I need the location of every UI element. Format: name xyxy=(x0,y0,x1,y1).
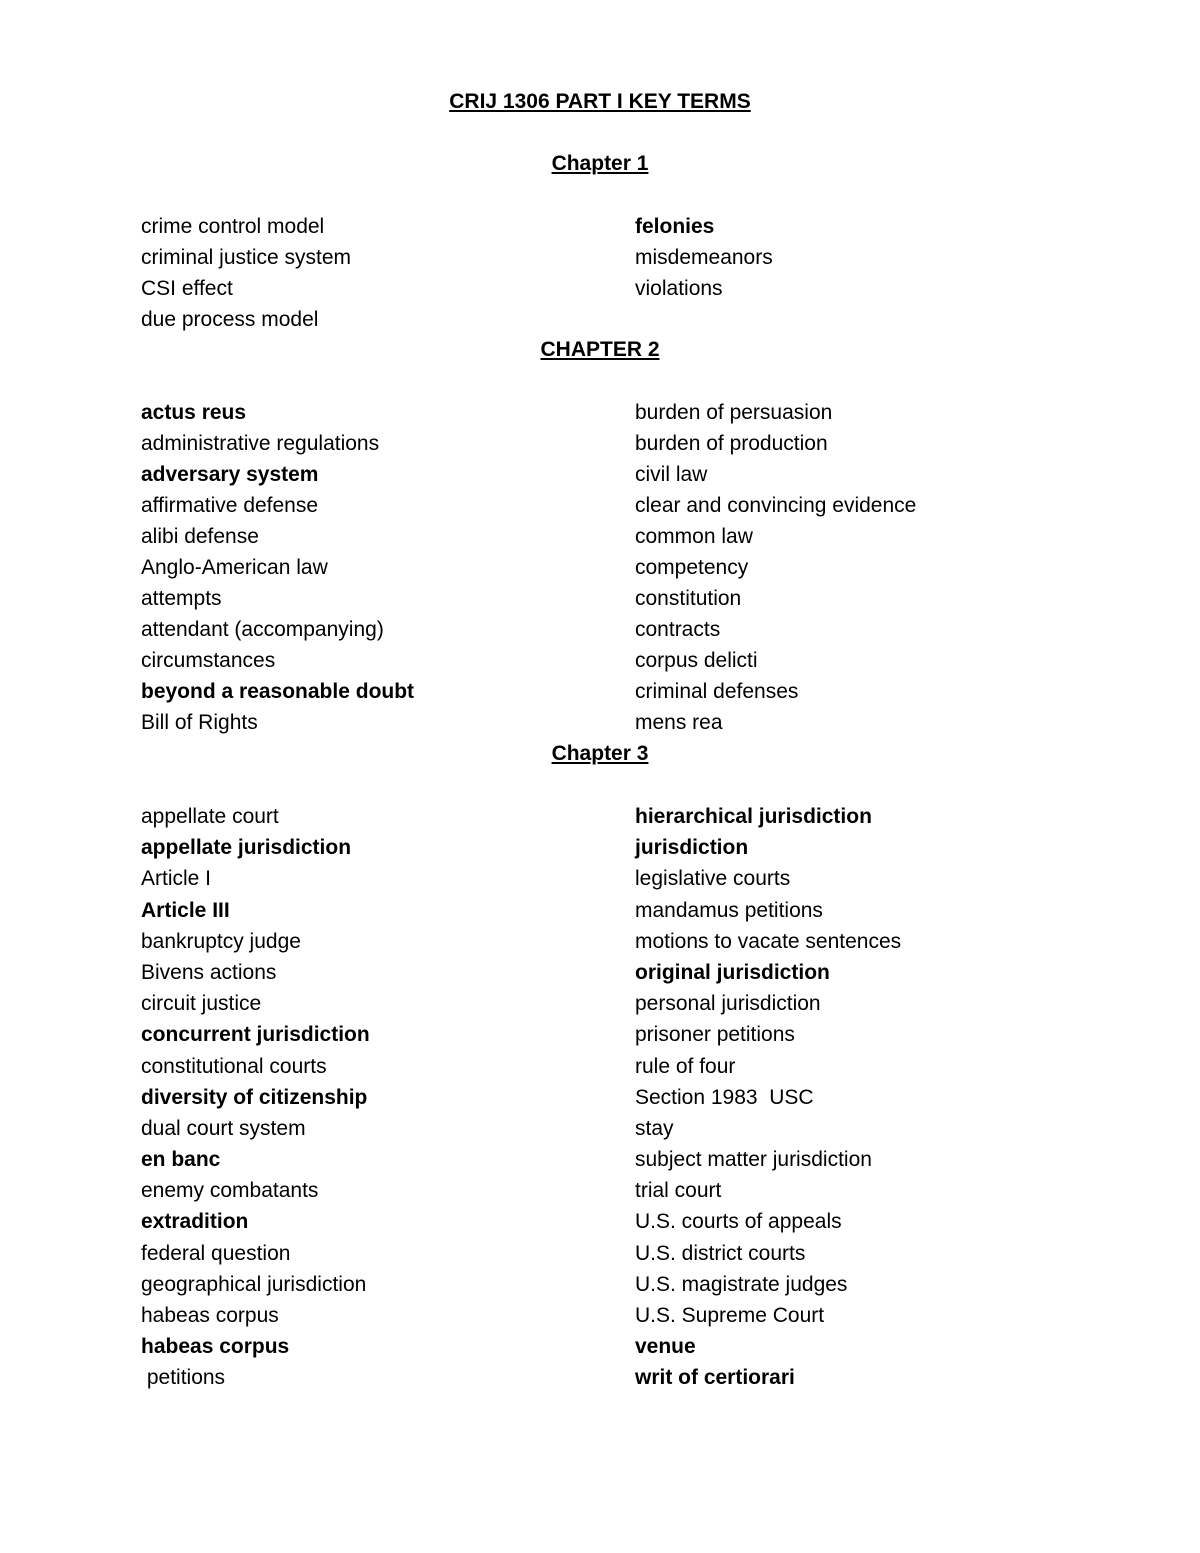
key-term: diversity of citizenship xyxy=(141,1085,368,1109)
key-term: appellate jurisdiction xyxy=(141,836,352,860)
key-term: Anglo-American law xyxy=(141,556,328,579)
key-term: geographical jurisdiction xyxy=(141,1272,367,1296)
key-term: attempts xyxy=(141,587,222,610)
key-term: U.S. Supreme Court xyxy=(635,1304,825,1327)
chapter-2-heading: CHAPTER 2 xyxy=(540,338,660,361)
key-term: concurrent jurisdiction xyxy=(141,1023,370,1047)
key-term: clear and convincing evidence xyxy=(635,494,917,517)
chapter-3-terms xyxy=(141,801,1041,1394)
key-term: contracts xyxy=(635,618,721,641)
key-term: actus reus xyxy=(141,401,247,424)
key-term: civil law xyxy=(635,463,708,486)
key-term: common law xyxy=(635,525,753,548)
key-term: beyond a reasonable doubt xyxy=(141,680,415,703)
key-term: Article III xyxy=(141,898,230,922)
key-term: bankruptcy judge xyxy=(141,929,301,953)
key-term: habeas corpus xyxy=(141,1304,279,1327)
key-term: U.S. magistrate judges xyxy=(635,1272,848,1296)
key-term: federal question xyxy=(141,1241,291,1265)
key-term: administrative regulations xyxy=(141,432,380,455)
key-term: legislative courts xyxy=(635,867,791,891)
key-term: adversary system xyxy=(141,463,319,486)
key-term: constitutional courts xyxy=(141,1054,327,1078)
key-term: hierarchical jurisdiction xyxy=(635,805,872,828)
key-term: attendant (accompanying) xyxy=(141,618,384,641)
key-term: circuit justice xyxy=(141,992,262,1016)
key-term: mens rea xyxy=(635,711,723,734)
key-term: criminal defenses xyxy=(635,680,799,703)
key-term: U.S. district courts xyxy=(635,1241,806,1265)
key-term: stay xyxy=(635,1116,674,1140)
key-term: trial court xyxy=(635,1179,722,1203)
key-term: petitions xyxy=(141,1366,226,1390)
key-term: personal jurisdiction xyxy=(635,992,821,1016)
key-term: felonies xyxy=(635,215,715,238)
chapter-3-heading: Chapter 3 xyxy=(551,742,649,765)
key-term: violations xyxy=(635,277,723,300)
document-title: CRIJ 1306 PART I KEY TERMS xyxy=(449,90,751,113)
key-term: affirmative defense xyxy=(141,494,319,517)
key-term: prisoner petitions xyxy=(635,1023,795,1047)
key-term: misdemeanors xyxy=(635,246,773,269)
key-term: alibi defense xyxy=(141,525,259,548)
chapter-2-terms xyxy=(141,397,1041,738)
key-term: rule of four xyxy=(635,1054,736,1078)
key-term: burden of persuasion xyxy=(635,401,833,424)
key-term: CSI effect xyxy=(141,277,233,300)
key-term: constitution xyxy=(635,587,742,610)
key-term: U.S. courts of appeals xyxy=(635,1210,842,1234)
key-term: Bill of Rights xyxy=(141,711,258,734)
key-term: Bivens actions xyxy=(141,960,277,984)
key-term: Section 1983 USC xyxy=(635,1085,814,1109)
key-term: venue xyxy=(635,1335,696,1359)
key-term: circumstances xyxy=(141,649,276,672)
key-term: jurisdiction xyxy=(635,836,749,860)
key-term: original jurisdiction xyxy=(635,960,830,984)
key-term: enemy combatants xyxy=(141,1179,319,1203)
key-term: corpus delicti xyxy=(635,649,758,672)
key-term: due process model xyxy=(141,308,319,331)
key-term: competency xyxy=(635,556,749,579)
key-term: appellate court xyxy=(141,805,279,828)
key-term: burden of production xyxy=(635,432,828,455)
key-term: writ of certiorari xyxy=(635,1366,795,1390)
key-term: Article I xyxy=(141,867,212,891)
chapter-1-heading: Chapter 1 xyxy=(551,152,649,175)
key-term: mandamus petitions xyxy=(635,898,823,922)
key-term: dual court system xyxy=(141,1116,306,1140)
chapter-1-terms xyxy=(141,211,1041,335)
key-term: criminal justice system xyxy=(141,246,352,269)
key-term: extradition xyxy=(141,1210,249,1234)
key-term: subject matter jurisdiction xyxy=(635,1148,872,1172)
key-term: en banc xyxy=(141,1148,221,1172)
key-term: crime control model xyxy=(141,215,325,238)
key-term: motions to vacate sentences xyxy=(635,929,902,953)
key-term: habeas corpus xyxy=(141,1335,290,1359)
